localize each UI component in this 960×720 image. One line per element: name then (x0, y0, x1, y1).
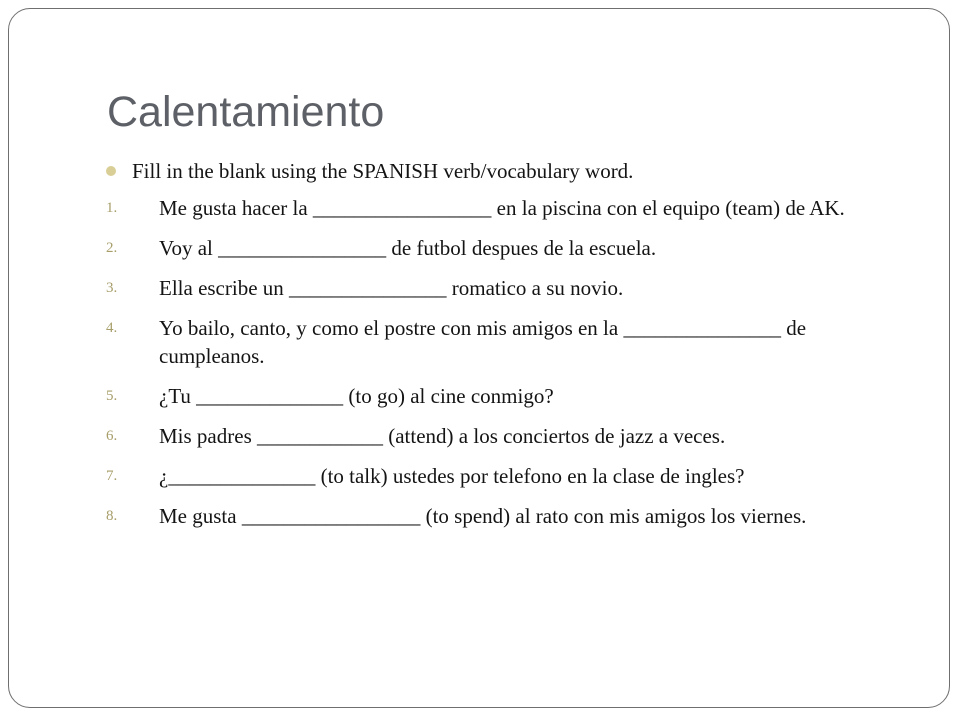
slide-content (106, 156, 906, 542)
item-text: Me gusta hacer la _________________ en la piscina con el equipo (team) de AK. (159, 196, 845, 220)
list-item (106, 422, 906, 450)
item-number: 6. (106, 428, 118, 444)
list-item (106, 502, 906, 530)
list-item (106, 314, 906, 370)
list-item (106, 274, 906, 302)
bullet-dot-icon (106, 166, 116, 176)
item-text: Ella escribe un _______________ romatico a su novio. (159, 276, 624, 300)
item-number: 8. (106, 508, 118, 524)
item-text: Voy al ________________ de futbol despues de la escuela. (159, 236, 657, 260)
instruction-text: Fill in the blank using the SPANISH verb/vocabulary word. (132, 159, 634, 183)
item-text: ¿______________ (to talk) ustedes por telefono en la clase de ingles? (159, 464, 745, 488)
instruction-bullet (106, 156, 906, 186)
item-text: ¿Tu ______________ (to go) al cine conmigo? (159, 384, 554, 408)
item-number: 5. (106, 388, 118, 404)
item-number: 7. (106, 468, 118, 484)
item-text: Mis padres ____________ (attend) a los conciertos de jazz a veces. (159, 424, 726, 448)
item-number: 4. (106, 320, 118, 336)
list-item (106, 194, 906, 222)
list-item (106, 382, 906, 410)
slide-title: Calentamiento (107, 88, 385, 136)
exercise-list (106, 194, 906, 530)
item-text: Me gusta _________________ (to spend) al rato con mis amigos los viernes. (159, 504, 807, 528)
item-text: Yo bailo, canto, y como el postre con mis amigos en la _______________ de cumpleanos. (159, 316, 807, 368)
list-item (106, 462, 906, 490)
item-number: 1. (106, 200, 118, 216)
item-number: 2. (106, 240, 118, 256)
list-item (106, 234, 906, 262)
item-number: 3. (106, 280, 118, 296)
